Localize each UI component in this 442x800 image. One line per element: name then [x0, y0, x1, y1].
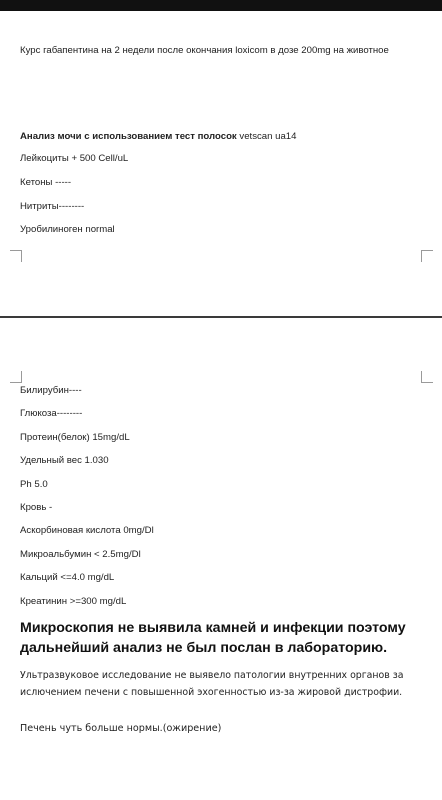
result-row: Кровь -	[20, 502, 53, 513]
status-bar	[0, 0, 442, 11]
page-corner-mark	[10, 250, 22, 262]
result-row: Протеин(белок) 15mg/dL	[20, 432, 130, 443]
result-row: Микроальбумин < 2.5mg/Dl	[20, 549, 141, 560]
page-corner-mark	[421, 371, 433, 383]
page-corner-mark	[421, 250, 433, 262]
result-row: Аскорбиновая кислота 0mg/Dl	[20, 525, 154, 536]
heading-rest: vetscan ua14	[236, 131, 297, 142]
result-row: Нитриты--------	[20, 201, 85, 212]
result-row: Уробилиноген normal	[20, 224, 115, 235]
liver-note: Печень чуть больше нормы.(ожирение)	[20, 723, 222, 734]
ultrasound-text: Ультразвуковое исследование не выявело патологии внутренних органов за ислючением печени с повышенной эхогенностью из-за жировой дистрофии.	[20, 670, 404, 698]
result-row: Кальций <=4.0 mg/dL	[20, 572, 115, 583]
result-row: Лейкоциты + 500 Cell/uL	[20, 153, 129, 164]
heading-bold: Анализ мочи с использованием тест полосок	[20, 131, 237, 142]
result-row: Билирубин----	[20, 385, 82, 396]
page-break-divider	[0, 316, 442, 318]
result-row: Креатинин >=300 mg/dL	[20, 596, 127, 607]
result-row: Глюкоза--------	[20, 408, 83, 419]
urine-analysis-heading	[20, 131, 296, 142]
conclusion-text: Микроскопия не выявила камней и инфекции поэтому дальнейший анализ не был послан в лабораторию.	[20, 620, 406, 656]
result-row: Кетоны -----	[20, 177, 72, 188]
page-corner-mark	[10, 371, 22, 383]
result-row: Удельный вес 1.030	[20, 455, 109, 466]
result-row: Ph 5.0	[20, 479, 48, 490]
intro-text: Курс габапентина на 2 недели после окончания loxicom в дозе 200mg на животное	[20, 45, 389, 56]
